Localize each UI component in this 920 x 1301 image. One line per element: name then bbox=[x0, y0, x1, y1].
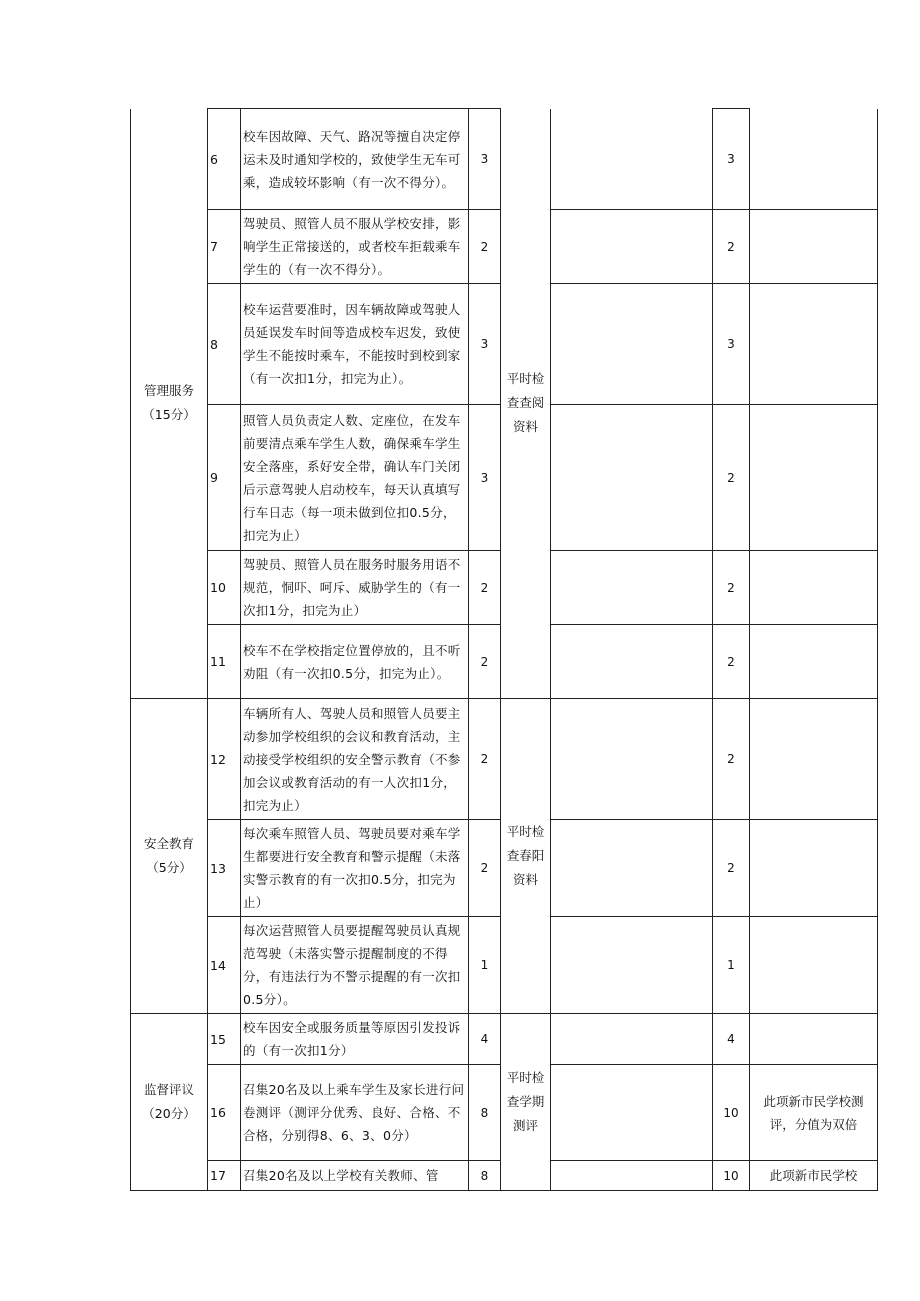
blank-cell bbox=[551, 405, 713, 551]
blank-cell bbox=[551, 1014, 713, 1065]
category-cell: 管理服务（15分） bbox=[131, 109, 208, 699]
item-description: 召集20名及以上乘车学生及家长进行问卷测评（测评分优秀、良好、合格、不合格，分别得8、6、3、0分） bbox=[241, 1065, 469, 1161]
item-number: 8 bbox=[208, 284, 241, 405]
item-points: 3 bbox=[469, 109, 501, 210]
blank-cell bbox=[551, 210, 713, 284]
item-description: 校车因故障、天气、路况等擅自决定停运未及时通知学校的，致使学生无车可乘，造成较坏影响（有一次不得分）。 bbox=[241, 109, 469, 210]
item-points: 1 bbox=[469, 917, 501, 1014]
check-method-cell: 平时检查春阳资料 bbox=[501, 699, 551, 1014]
category-cell: 安全教育（5分） bbox=[131, 699, 208, 1014]
category-cell: 监督评议（20分） bbox=[131, 1014, 208, 1191]
item-score: 3 bbox=[713, 284, 750, 405]
check-method-cell: 平时检查查阅资料 bbox=[501, 109, 551, 699]
item-score: 10 bbox=[713, 1161, 750, 1191]
blank-cell bbox=[551, 625, 713, 699]
table-row bbox=[131, 109, 878, 210]
item-number: 11 bbox=[208, 625, 241, 699]
item-score: 4 bbox=[713, 1014, 750, 1065]
blank-cell bbox=[551, 1161, 713, 1191]
item-note bbox=[750, 917, 878, 1014]
item-points: 3 bbox=[469, 405, 501, 551]
item-score: 2 bbox=[713, 210, 750, 284]
item-note bbox=[750, 109, 878, 210]
item-number: 17 bbox=[208, 1161, 241, 1191]
item-points: 2 bbox=[469, 820, 501, 917]
table-row bbox=[131, 699, 878, 820]
blank-cell bbox=[551, 109, 713, 210]
item-points: 4 bbox=[469, 1014, 501, 1065]
item-points: 2 bbox=[469, 210, 501, 284]
item-description: 每次运营照管人员要提醒驾驶员认真规范驾驶（未落实警示提醒制度的不得分，有违法行为不警示提醒的有一次扣0.5分）。 bbox=[241, 917, 469, 1014]
item-number: 16 bbox=[208, 1065, 241, 1161]
blank-cell bbox=[551, 820, 713, 917]
scoring-table bbox=[130, 108, 878, 1191]
item-score: 2 bbox=[713, 405, 750, 551]
item-description: 每次乘车照管人员、驾驶员要对乘车学生都要进行安全教育和警示提醒（未落实警示教育的有一次扣0.5分，扣完为止） bbox=[241, 820, 469, 917]
item-score: 10 bbox=[713, 1065, 750, 1161]
item-number: 14 bbox=[208, 917, 241, 1014]
item-description: 校车不在学校指定位置停放的，且不听劝阻（有一次扣0.5分，扣完为止）。 bbox=[241, 625, 469, 699]
blank-cell bbox=[551, 284, 713, 405]
item-note bbox=[750, 405, 878, 551]
item-points: 2 bbox=[469, 625, 501, 699]
item-note bbox=[750, 551, 878, 625]
item-number: 13 bbox=[208, 820, 241, 917]
item-score: 2 bbox=[713, 551, 750, 625]
item-description: 照管人员负责定人数、定座位，在发车前要清点乘车学生人数，确保乘车学生安全落座，系好安全带，确认车门关闭后示意驾驶人启动校车，每天认真填写行车日志（每一项未做到位扣0.5分，扣完为止） bbox=[241, 405, 469, 551]
item-note bbox=[750, 625, 878, 699]
blank-cell bbox=[551, 1065, 713, 1161]
item-score: 2 bbox=[713, 625, 750, 699]
item-note bbox=[750, 820, 878, 917]
item-score: 2 bbox=[713, 699, 750, 820]
item-description: 驾驶员、照管人员在服务时服务用语不规范，恫吓、呵斥、威胁学生的（有一次扣1分，扣完为止） bbox=[241, 551, 469, 625]
item-score: 3 bbox=[713, 109, 750, 210]
item-score: 1 bbox=[713, 917, 750, 1014]
item-score: 2 bbox=[713, 820, 750, 917]
item-note bbox=[750, 210, 878, 284]
item-description: 校车运营要准时，因车辆故障或驾驶人员延误发车时间等造成校车迟发，致使学生不能按时乘车，不能按时到校到家（有一次扣1分，扣完为止）。 bbox=[241, 284, 469, 405]
blank-cell bbox=[551, 551, 713, 625]
check-method-cell: 平时检查学期测评 bbox=[501, 1014, 551, 1191]
item-note: 此项新市民学校 bbox=[750, 1161, 878, 1191]
item-description: 召集20名及以上学校有关教师、管 bbox=[241, 1161, 469, 1191]
item-note: 此项新市民学校测评，分值为双倍 bbox=[750, 1065, 878, 1161]
item-points: 2 bbox=[469, 699, 501, 820]
item-note bbox=[750, 699, 878, 820]
item-number: 12 bbox=[208, 699, 241, 820]
item-note bbox=[750, 1014, 878, 1065]
item-number: 10 bbox=[208, 551, 241, 625]
item-points: 8 bbox=[469, 1065, 501, 1161]
item-number: 7 bbox=[208, 210, 241, 284]
item-points: 8 bbox=[469, 1161, 501, 1191]
item-points: 3 bbox=[469, 284, 501, 405]
item-note bbox=[750, 284, 878, 405]
item-number: 15 bbox=[208, 1014, 241, 1065]
item-description: 校车因安全或服务质量等原因引发投诉的（有一次扣1分） bbox=[241, 1014, 469, 1065]
blank-cell bbox=[551, 699, 713, 820]
item-number: 9 bbox=[208, 405, 241, 551]
item-number: 6 bbox=[208, 109, 241, 210]
item-description: 车辆所有人、驾驶人员和照管人员要主动参加学校组织的会议和教育活动，主动接受学校组织的安全警示教育（不参加会议或教育活动的有一人次扣1分，扣完为止） bbox=[241, 699, 469, 820]
blank-cell bbox=[551, 917, 713, 1014]
item-points: 2 bbox=[469, 551, 501, 625]
table-row bbox=[131, 1014, 878, 1065]
item-description: 驾驶员、照管人员不服从学校安排，影响学生正常接送的，或者校车拒载乘车学生的（有一次不得分）。 bbox=[241, 210, 469, 284]
